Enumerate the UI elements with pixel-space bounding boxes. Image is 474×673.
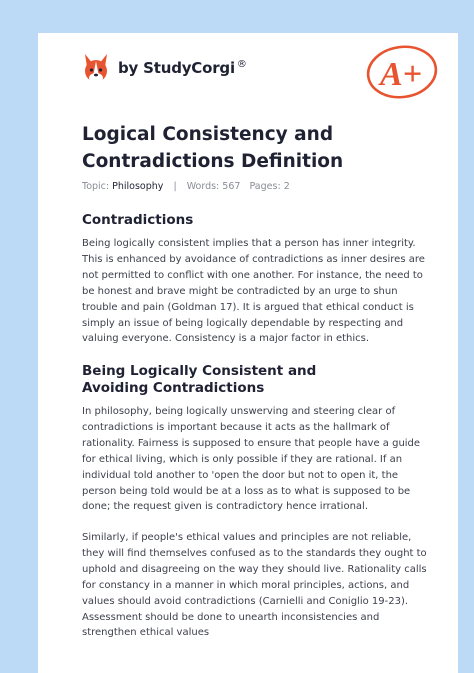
paragraph: Similarly, if people's ethical values and principles are not reliable, they will find themselves confused as to the standards they ought to uphold and disagreeing on the way they should live. Rationality calls for constancy in a manner in which moral principles, actions, and values should avoid contradictions (Carnielli and Coniglio 19-23). Assessment should be done to unearth inconsistencies and strengthen ethical values [82, 532, 427, 639]
meta-separator: | [173, 181, 177, 192]
document-meta [82, 181, 290, 192]
topic-link[interactable]: Philosophy [112, 181, 164, 192]
paragraph: In philosophy, being logically unswerving and steering clear of contradictions is important because it acts as the hallmark of rationality. Fairness is supposed to ensure that people have a guide for ethical living, which is only possible if they are rational. If an individual told another to 'open the door but not to open it, the person being told would be at a loss as to what is supposed to be done; the request given is contradictory hence irrational. [82, 406, 421, 513]
brand-name: by StudyCorgi ® [118, 59, 247, 77]
words-count: 567 [222, 181, 241, 192]
pages-count: 2 [283, 181, 290, 192]
grade-badge [364, 43, 442, 101]
page-title: Logical Consistency and Contradictions Definition [82, 124, 344, 172]
document-page [38, 33, 458, 673]
brand-header[interactable] [82, 52, 247, 84]
pages-label: Pages: [249, 181, 281, 192]
corgi-logo-icon [82, 52, 110, 84]
topic-label: Topic: [82, 181, 110, 192]
svg-text:A+: A+ [380, 56, 423, 93]
paragraph: Being logically consistent implies that a person has inner integrity. This is enhanced by avoidance of contradictions as inner desires are not permitted to conflict with one another. For instance, the need to be honest and brave might be contradicted by an urge to shun trouble and pain (Goldman 17). It is argued that ethical conduct is simply an issue of being logically dependable by respecting and valuing everyone. Consistency is a major factor in ethics. [82, 238, 425, 345]
words-label: Words: [186, 181, 220, 192]
section-heading: Being Logically Consistent and Avoiding Contradictions [82, 363, 317, 396]
section-heading: Contradictions [82, 212, 194, 228]
